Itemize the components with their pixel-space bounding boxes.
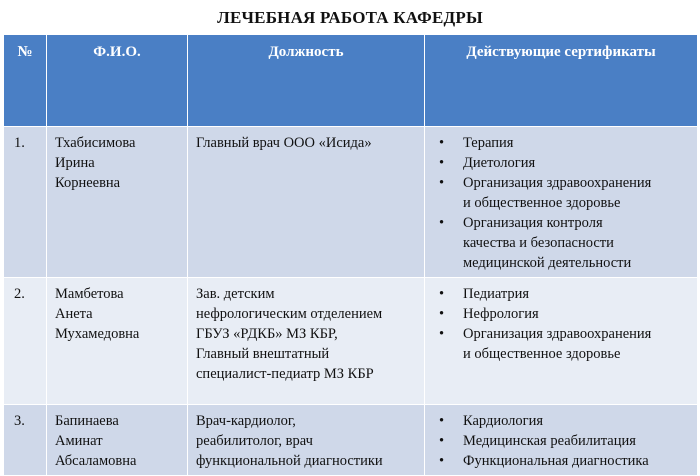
name-line: Мухамедовна — [55, 326, 140, 342]
row-number: 3. — [4, 405, 47, 476]
certificate-line: и общественное здоровье — [463, 195, 621, 211]
name-line: Мамбетова — [55, 286, 124, 302]
header-certificates: Действующие сертификаты — [425, 35, 698, 127]
row-name — [47, 278, 188, 405]
row-position — [188, 127, 425, 278]
staff-table — [3, 34, 698, 476]
position-line: Главный врач ООО «Исида» — [196, 135, 372, 151]
header-number: № — [4, 35, 47, 127]
certificate-line: • Функциональная диагностика — [463, 453, 649, 469]
name-line: Бапинаева — [55, 413, 119, 429]
header-position: Должность — [188, 35, 425, 127]
row-number: 2. — [4, 278, 47, 405]
certificate-line: медицинской деятельности — [463, 255, 632, 271]
certificate-list — [433, 411, 689, 471]
row-certificates — [425, 127, 698, 278]
row-certificates — [425, 278, 698, 405]
name-line: Аминат — [55, 433, 103, 449]
certificate-item — [433, 153, 689, 173]
certificate-line: • Терапия — [463, 135, 514, 151]
row-position — [188, 405, 425, 476]
position-line: реабилитолог, врач — [196, 433, 313, 449]
position-line: Врач-кардиолог, — [196, 413, 296, 429]
certificate-line: • Нефрология — [463, 306, 539, 322]
position-line: функциональной диагностики — [196, 453, 383, 469]
certificate-line: • Организация контроля — [463, 215, 603, 231]
certificate-item — [433, 213, 689, 273]
position-line: Зав. детским — [196, 286, 275, 302]
certificate-item — [433, 411, 689, 431]
position-line: специалист-педиатр МЗ КБР — [196, 366, 374, 382]
name-line: Анета — [55, 306, 93, 322]
certificate-line: • Организация здравоохранения — [463, 175, 652, 191]
certificate-line: • Кардиология — [463, 413, 544, 429]
row-position — [188, 278, 425, 405]
certificate-line: • Медицинская реабилитация — [463, 433, 636, 449]
header-name: Ф.И.О. — [47, 35, 188, 127]
certificate-item — [433, 173, 689, 213]
certificate-item — [433, 304, 689, 324]
name-line: Тхабисимова — [55, 135, 136, 151]
name-line: Ирина — [55, 155, 95, 171]
row-name — [47, 127, 188, 278]
position-line: Главный внештатный — [196, 346, 330, 362]
position-line: ГБУЗ «РДКБ» МЗ КБР, — [196, 326, 338, 342]
certificate-line: • Педиатрия — [463, 286, 530, 302]
name-line: Абсаламовна — [55, 453, 137, 469]
row-name — [47, 405, 188, 476]
certificate-list — [433, 133, 689, 273]
certificate-list — [433, 284, 689, 364]
name-line: Корнеевна — [55, 175, 121, 191]
certificate-item — [433, 451, 689, 471]
table-row — [4, 127, 698, 278]
certificate-line: • Организация здравоохранения — [463, 326, 652, 342]
table-header-row — [4, 35, 698, 127]
row-number: 1. — [4, 127, 47, 278]
certificate-line: и общественное здоровье — [463, 346, 621, 362]
page-title: ЛЕЧЕБНАЯ РАБОТА КАФЕДРЫ — [217, 8, 483, 27]
certificate-item — [433, 133, 689, 153]
row-certificates — [425, 405, 698, 476]
certificate-line: • Диетология — [463, 155, 536, 171]
table-row — [4, 405, 698, 476]
certificate-line: качества и безопасности — [463, 235, 614, 251]
certificate-item — [433, 324, 689, 364]
certificate-item — [433, 284, 689, 304]
certificate-item — [433, 431, 689, 451]
table-row — [4, 278, 698, 405]
position-line: нефрологическим отделением — [196, 306, 383, 322]
